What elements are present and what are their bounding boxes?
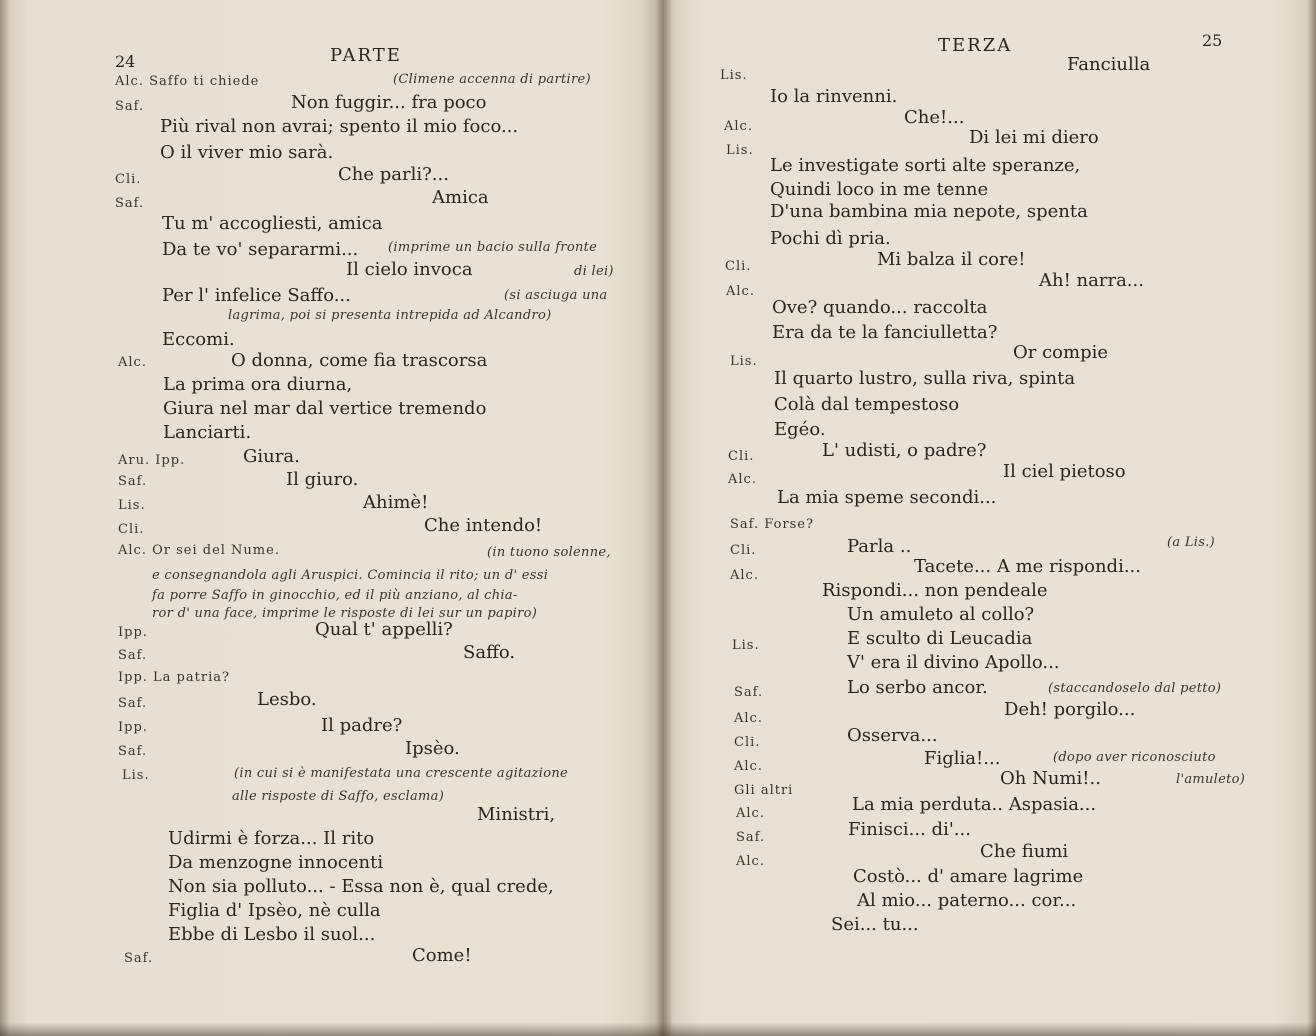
speaker-label: Lis. — [122, 768, 150, 783]
verse-line: Che parli?... — [338, 164, 449, 185]
stage-direction: alle risposte di Saffo, esclama) — [232, 789, 445, 804]
verse-line: Di lei mi diero — [969, 127, 1099, 148]
speaker-label: Cli. — [115, 172, 142, 187]
stage-direction: (a Lis.) — [1167, 535, 1216, 550]
speaker-label: Alc. — [724, 119, 753, 134]
verse-line: Giura nel mar dal vertice tremendo — [163, 398, 487, 419]
verse-line: Quindi loco in me tenne — [770, 179, 989, 200]
speaker-label: Lis. — [720, 68, 748, 83]
stage-direction: (staccandoselo dal petto) — [1048, 681, 1222, 696]
verse-line: E sculto di Leucadia — [847, 628, 1033, 649]
speaker-label: Saf. — [115, 196, 145, 211]
verse-line: Al mio... paterno... cor... — [857, 890, 1077, 911]
verse-line: Sei... tu... — [831, 914, 919, 935]
verse-line: Figlia!... — [924, 748, 1001, 769]
verse-line: Per l' infelice Saffo... — [162, 285, 351, 306]
verse-line: Che!... — [904, 107, 965, 128]
verse-line: Il quarto lustro, sulla riva, spinta — [774, 368, 1076, 389]
speaker-label: Lis. — [730, 354, 758, 369]
verse-line: Non fuggir... fra poco — [291, 92, 487, 113]
stage-direction: (si asciuga una — [504, 288, 608, 303]
verse-line: Lanciarti. — [163, 422, 252, 443]
verse-line: Lo serbo ancor. — [847, 677, 988, 698]
verse-line: Costò... d' amare lagrime — [853, 866, 1084, 887]
verse-line: Ipsèo. — [405, 738, 460, 759]
stage-direction: fa porre Saffo in ginocchio, ed il più anziano, al chia- — [152, 588, 518, 603]
verse-line: Non sia polluto... - Essa non è, qual crede, — [168, 876, 554, 897]
speaker-label: Lis. — [118, 498, 146, 513]
verse-line: Come! — [412, 945, 472, 966]
verse-line: Rispondi... non pendeale — [822, 580, 1048, 601]
speaker-label: Alc. — [730, 568, 759, 583]
speaker-label: Aru. Ipp. — [118, 453, 186, 468]
verse-line: La mia speme secondi... — [777, 487, 997, 508]
verse-line: Egéo. — [774, 419, 826, 440]
speaker-label: Saf. — [124, 951, 154, 966]
speaker-label: Saf. — [736, 830, 766, 845]
stage-direction: lagrima, poi si presenta intrepida ad Alcandro) — [228, 308, 552, 323]
speaker-label: Ipp. — [118, 625, 148, 640]
verse-line: Il ciel pietoso — [1003, 461, 1126, 482]
speaker-label: Gli altri — [734, 783, 794, 798]
verse-line: Finisci... di'... — [848, 819, 971, 840]
speaker-label: Alc. — [734, 711, 763, 726]
stage-direction: ror d' una face, imprime le risposte di lei sur un papiro) — [152, 606, 538, 621]
verse-line: Mi balza il core! — [877, 249, 1026, 270]
book-gutter — [655, 0, 671, 1036]
speaker-label: Saf. — [118, 744, 148, 759]
verse-line: Parla .. — [847, 536, 912, 557]
verse-line: Eccomi. — [162, 329, 235, 350]
speaker-label: Alc. — [726, 284, 755, 299]
speaker-label: Saf. Forse? — [730, 517, 814, 532]
speaker-label: Alc. — [736, 854, 765, 869]
verse-line: Da te vo' separarmi... — [162, 239, 359, 260]
right-page — [662, 0, 1316, 1036]
verse-line: Ebbe di Lesbo il suol... — [168, 924, 376, 945]
verse-line: O il viver mio sarà. — [160, 142, 334, 163]
verse-line: Era da te la fanciulletta? — [772, 322, 998, 343]
speaker-label: Cli. — [728, 449, 755, 464]
verse-line: Pochi dì pria. — [770, 228, 891, 249]
running-head: TERZA — [938, 35, 1013, 56]
speaker-label: Ipp. La patria? — [118, 670, 230, 685]
verse-line: Il padre? — [321, 715, 403, 736]
speaker-label: Alc. — [734, 759, 763, 774]
verse-line: O donna, come fia trascorsa — [231, 350, 488, 371]
stage-direction: l'amuleto) — [1176, 772, 1246, 787]
verse-line: Giura. — [243, 446, 300, 467]
verse-line: L' udisti, o padre? — [822, 440, 987, 461]
speaker-label: Alc. — [736, 806, 765, 821]
verse-line: La mia perduta.. Aspasia... — [852, 794, 1097, 815]
speaker-label: Alc. Saffo ti chiede — [115, 74, 260, 89]
verse-line: Le investigate sorti alte speranze, — [770, 155, 1081, 176]
verse-line: Un amuleto al collo? — [847, 604, 1035, 625]
stage-direction: di lei) — [574, 264, 614, 279]
speaker-label: Alc. — [728, 472, 757, 487]
speaker-label: Saf. — [118, 696, 148, 711]
speaker-label: Lis. — [732, 638, 760, 653]
page-number: 24 — [115, 52, 136, 71]
speaker-label: Saf. — [734, 685, 764, 700]
speaker-label: Cli. — [734, 735, 761, 750]
verse-line: Tacete... A me rispondi... — [914, 556, 1142, 577]
stage-direction: (in cui si è manifestata una crescente agitazione — [234, 766, 569, 781]
speaker-label: Cli. — [730, 543, 757, 558]
stage-direction: (imprime un bacio sulla fronte — [388, 240, 598, 255]
verse-line: Tu m' accogliesti, amica — [162, 213, 383, 234]
speaker-label: Cli. — [725, 259, 752, 274]
verse-line: Io la rinvenni. — [770, 86, 898, 107]
stage-direction: e consegnandola agli Aruspici. Comincia il rito; un d' essi — [152, 568, 549, 583]
speaker-label: Alc. Or sei del Nume. — [118, 543, 280, 558]
verse-line: Il giuro. — [286, 469, 359, 490]
stage-direction: (Climene accenna di partire) — [393, 72, 591, 87]
page-edge-shadow — [0, 1022, 1316, 1036]
speaker-label: Saf. — [115, 99, 145, 114]
verse-line: Da menzogne innocenti — [168, 852, 384, 873]
speaker-label: Saf. — [118, 474, 148, 489]
verse-line: V' era il divino Apollo... — [847, 652, 1060, 673]
verse-line: Che fiumi — [980, 841, 1069, 862]
verse-line: Ove? quando... raccolta — [772, 297, 988, 318]
speaker-label: Saf. — [118, 648, 148, 663]
verse-line: Figlia d' Ipsèo, nè culla — [168, 900, 381, 921]
stage-direction: (dopo aver riconosciuto — [1053, 750, 1216, 765]
running-head: PARTE — [330, 45, 402, 66]
verse-line: Ahimè! — [363, 492, 429, 513]
verse-line: Amica — [432, 187, 489, 208]
verse-line: Ministri, — [477, 804, 556, 825]
speaker-label: Alc. — [118, 355, 147, 370]
speaker-label: Lis. — [726, 143, 754, 158]
verse-line: Il cielo invoca — [346, 259, 473, 280]
verse-line: Colà dal tempestoso — [774, 394, 960, 415]
verse-line: Or compie — [1013, 342, 1109, 363]
verse-line: D'una bambina mia nepote, spenta — [770, 201, 1088, 222]
verse-line: Saffo. — [463, 642, 516, 663]
verse-line: Oh Numi!.. — [1000, 768, 1101, 789]
verse-line: Udirmi è forza... Il rito — [168, 828, 375, 849]
speaker-label: Cli. — [118, 522, 145, 537]
verse-line: Osserva... — [847, 725, 938, 746]
verse-line: Qual t' appelli? — [315, 619, 453, 640]
verse-line: Più rival non avrai; spento il mio foco... — [160, 116, 519, 137]
verse-line: Fanciulla — [1067, 54, 1151, 75]
verse-line: Ah! narra... — [1039, 270, 1144, 291]
verse-line: Lesbo. — [257, 689, 317, 710]
stage-direction: (in tuono solenne, — [487, 545, 611, 560]
page-number: 25 — [1202, 31, 1223, 50]
verse-line: Deh! porgilo... — [1004, 699, 1136, 720]
speaker-label: Ipp. — [118, 720, 148, 735]
verse-line: La prima ora diurna, — [163, 374, 353, 395]
verse-line: Che intendo! — [424, 515, 543, 536]
